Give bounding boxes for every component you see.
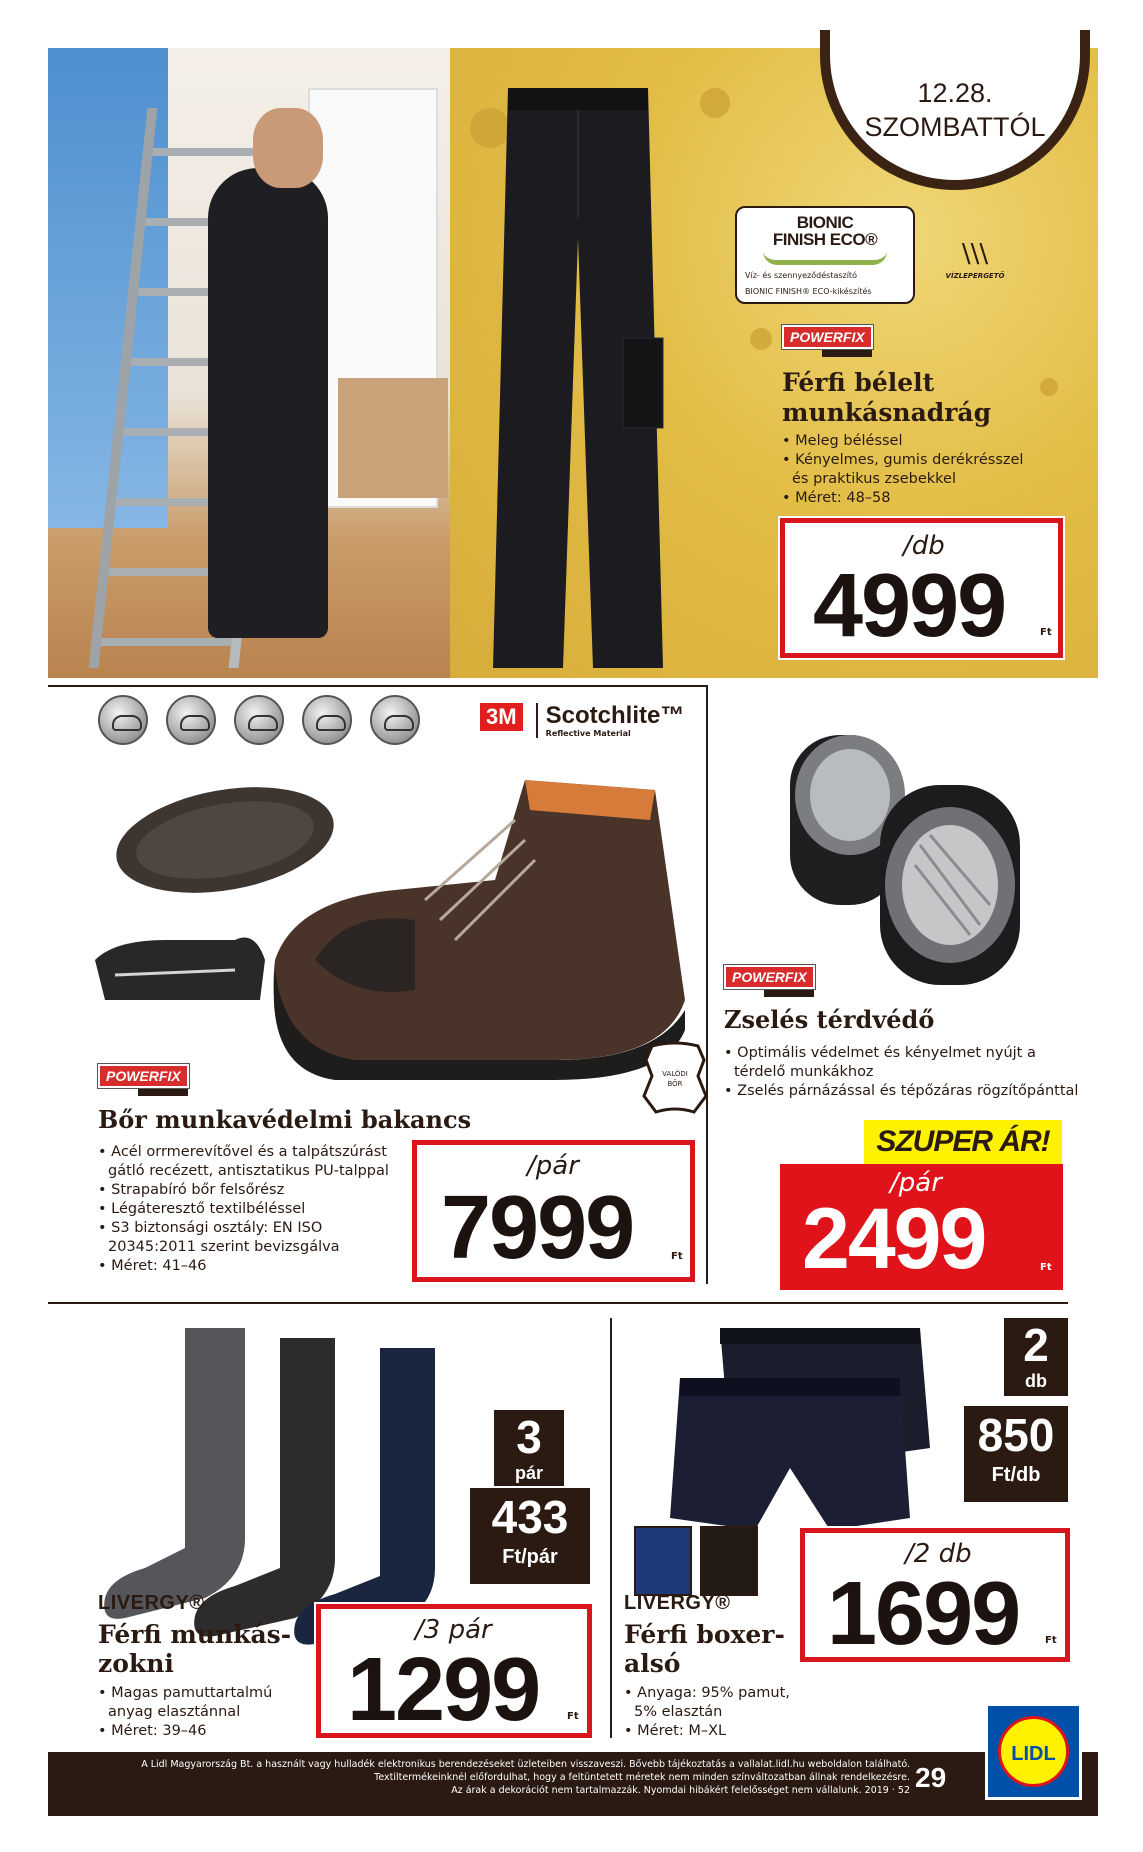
color-swatch-black (700, 1526, 758, 1596)
bionic-caption-2: BIONIC FINISH® ECO-kikészítés (745, 287, 872, 296)
boots-price-box (412, 1140, 695, 1282)
bionic-finish-eco-logo (735, 206, 915, 304)
boots-title: Bőr munkavédelmi bakancs (98, 1105, 472, 1134)
socks-brand: LIVERGY® (98, 1592, 205, 1614)
boots-price-unit: /pár (527, 1151, 579, 1181)
scotchlite-sub: Reflective Material (545, 729, 631, 738)
bionic-swoosh-icon (763, 251, 887, 265)
bionic-logo-line-1: BIONIC (796, 213, 854, 232)
boxers-unit-price-badge (964, 1406, 1068, 1502)
divider (610, 1318, 612, 1738)
kneepad-price: 2499 (802, 1191, 986, 1287)
pants-title: Férfi bélelt munkásnadrág (782, 368, 992, 427)
kneepad-brand-logo (724, 965, 815, 997)
bionic-logo-line-2: FINISH ECO® (772, 230, 878, 249)
leather-label-1: VALÓDI (662, 1070, 688, 1078)
water-repellent-label: VÍZLEPERGETŐ (945, 272, 1005, 280)
boxers-unit-price-label: Ft/db (991, 1464, 1041, 1486)
pants-bullet: • Méret: 48–58 (782, 489, 1042, 508)
boots-price: 7999 (441, 1178, 634, 1278)
lidl-logo (985, 1703, 1082, 1800)
divider (48, 685, 708, 687)
shoe-feature-icon-1 (98, 695, 148, 745)
socks-unit-price-badge (470, 1488, 590, 1584)
divider (706, 686, 708, 1284)
boots-bullets (98, 1143, 398, 1276)
shoe-feature-icon-4 (302, 695, 352, 745)
scotchlite-name: Scotchlite™ (545, 702, 685, 729)
super-price-badge: SZUPER ÁR! (864, 1120, 1062, 1164)
boxers-title: Férfi boxer- alsó (624, 1620, 785, 1678)
boxers-unit-price: 850 (977, 1409, 1055, 1461)
pants-bullet: • Kényelmes, gumis derékrésszel és praktikus zsebekkel (782, 451, 1042, 489)
footer-line-1: A Lidl Magyarország Bt. a használt vagy hulladék elektronikus berendezéseket üzleteiben visszaveszi. Bővebb tájékoztatás a vallalat.lidl.hu weboldalon található. (141, 1759, 910, 1770)
boxers-price-unit: /2 db (905, 1539, 972, 1569)
shoe-feature-icon-5 (370, 695, 420, 745)
boots-bullet: • S3 biztonsági osztály: EN ISO 20345:2011 szerint bevizsgálva (98, 1219, 398, 1257)
boots-bullet: • Strapabíró bőr felsőrész (98, 1181, 398, 1200)
divider (48, 1302, 1068, 1304)
socks-pack-badge (494, 1410, 564, 1486)
lidl-logo-text: LIDL (1011, 1743, 1056, 1765)
pants-bullets (782, 432, 1042, 508)
color-swatch-navy (634, 1526, 692, 1596)
boots-bullet: • Légáteresztő textilbéléssel (98, 1200, 398, 1219)
genuine-leather-icon (640, 1040, 710, 1116)
kneepad-bullet: • Zselés párnázással és tépőzáras rögzítőpánttal (724, 1082, 1084, 1101)
boxers-pack-badge (1004, 1318, 1068, 1396)
pants-currency: Ft (1040, 627, 1052, 638)
kneepad-bullets (724, 1044, 1084, 1101)
leather-label-2: BŐR (667, 1080, 683, 1088)
socks-unit-price: 433 (491, 1491, 569, 1543)
pants-brand-logo (782, 325, 873, 357)
socks-price-box (316, 1604, 592, 1738)
scotchlite-logo (480, 703, 684, 738)
footer-line-2: Textiltermékeinknél előfordulhat, hogy a feltüntetett méretek nem minden színváltozatban állnak rendelkezésre. (374, 1772, 910, 1783)
hero-photo-man-on-ladder (48, 48, 450, 678)
footer-disclaimer (120, 1758, 910, 1797)
kneepad-currency: Ft (1040, 1262, 1052, 1273)
boxers-currency: Ft (1045, 1635, 1057, 1646)
page-number: 29 (915, 1762, 947, 1793)
shoe-feature-icon-2 (166, 695, 216, 745)
water-drops-icon: \\\ (961, 239, 989, 269)
socks-pack-count: 3 (516, 1411, 542, 1463)
bionic-caption-1: Víz- és szennyeződéstaszító (745, 271, 857, 280)
kneepad-bullet: • Optimális védelmet és kényelmet nyújt a térdelő munkákhoz (724, 1044, 1084, 1082)
socks-unit-price-label: Ft/pár (502, 1546, 558, 1568)
boxers-price: 1699 (827, 1564, 1020, 1664)
pants-price: 4999 (813, 556, 1006, 656)
socks-pack-unit: pár (514, 1463, 543, 1483)
boxers-bullet: • Anyaga: 95% pamut, 5% elasztán (624, 1684, 804, 1722)
socks-bullet: • Méret: 39–46 (98, 1722, 298, 1741)
pants-price-unit: /db (903, 531, 945, 561)
kneepad-price-unit: /pár (890, 1168, 942, 1198)
boots-brand-logo (98, 1064, 189, 1096)
socks-price-unit: /3 pár (415, 1615, 492, 1645)
work-trousers-image (478, 68, 678, 668)
pants-brand: POWERFIX (782, 325, 873, 349)
boxers-pack-count: 2 (1023, 1319, 1049, 1371)
boxers-bullets (624, 1684, 804, 1741)
socks-price: 1299 (347, 1640, 540, 1740)
shoe-feature-icon-3 (234, 695, 284, 745)
boxers-brand: LIVERGY® (624, 1592, 731, 1614)
3m-logo: 3M (480, 703, 523, 731)
leather-boots-image (95, 760, 695, 1080)
pants-price-box (780, 518, 1063, 658)
boots-bullet: • Acél orrmerevítővel és a talpátszúrást gátló recézett, antisztatikus PU-talppal (98, 1143, 398, 1181)
kneepad-brand: POWERFIX (724, 965, 815, 989)
socks-bullet: • Magas pamuttartalmú anyag elasztánnal (98, 1684, 298, 1722)
kneepad-title: Zselés térdvédő (724, 1005, 935, 1034)
water-repellent-icon (935, 236, 1015, 306)
boxers-price-box (800, 1528, 1070, 1662)
date-line-1: 12.28. (917, 78, 993, 108)
boxers-pack-unit: db (1025, 1371, 1047, 1391)
boxer-briefs-image (660, 1318, 950, 1548)
gel-knee-pads-image (770, 695, 1040, 995)
footer-line-3: Az árak a dekorációt nem tartalmazzák. Nyomdai hibákért felelősséget nem vállalunk. 2019 · 52 (451, 1785, 910, 1796)
kneepad-price-box (780, 1164, 1063, 1290)
socks-title: Férfi munkás- zokni (98, 1620, 292, 1678)
boots-brand: POWERFIX (98, 1064, 189, 1088)
boots-currency: Ft (671, 1251, 683, 1262)
boots-bullet: • Méret: 41–46 (98, 1257, 398, 1276)
socks-bullets (98, 1684, 298, 1741)
boxers-bullet: • Méret: M–XL (624, 1722, 804, 1741)
pants-bullet: • Meleg béléssel (782, 432, 1042, 451)
date-line-2: SZOMBATTÓL (864, 112, 1046, 142)
socks-currency: Ft (567, 1711, 579, 1722)
